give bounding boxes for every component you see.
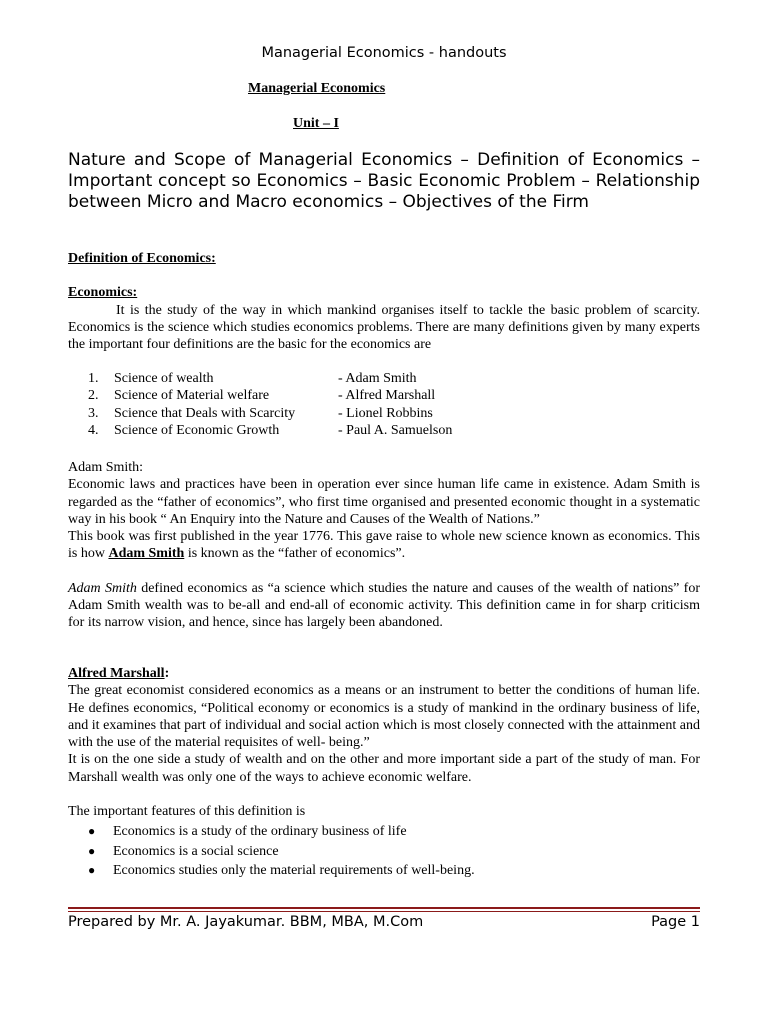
bullet-icon: ●: [88, 824, 96, 838]
footer-rule: [68, 907, 700, 909]
list-item: ● Economics is a social science: [88, 842, 475, 862]
list-item: ● Economics studies only the material requirements of well-being.: [88, 861, 475, 881]
alfred-marshall-paragraph-2: It is on the one side a study of wealth and on the other and more important side a part of the study of man. For Marshall wealth was only one of the ways to achieve economic welfare.: [68, 752, 700, 785]
definition-section-heading: Definition of Economics:: [68, 251, 216, 266]
definition-list: [88, 370, 488, 440]
footer-rule-thin: [68, 911, 700, 912]
adam-smith-paragraph-3: Adam Smith defined economics as “a science which studies the nature and causes of the wealth of nations” for Adam Smith wealth was to be-all and end-all of economic activity. This definition came in for sharp criticism for its narrow vision, and hence, since has largely been abandoned.: [68, 580, 700, 631]
adam-smith-paragraph-2: This book was first published in the year 1776. This gave raise to whole new science known as economics. This is how Adam Smith is known as the “father of economics”.: [68, 529, 700, 562]
footer-author: Prepared by Mr. A. Jayakumar. BBM, MBA, M.Com: [68, 914, 424, 930]
page-number: Page 1: [651, 914, 700, 930]
unit-title: Unit – I: [293, 116, 339, 131]
adam-smith-section: [68, 459, 700, 632]
bullet-icon: ●: [88, 863, 96, 877]
economics-paragraph: It is the study of the way in which mankind organises itself to tackle the basic problem of scarcity. Economics is the science which studies economics problems. There are many definitions given by many experts the important four definitions are the basic for the economics are: [68, 302, 700, 353]
economics-label: Economics:: [68, 285, 138, 301]
unit-heading: Nature and Scope of Managerial Economics – Definition of Economics – Important concept so Economics – Basic Economic Problem – Relationship between Micro and Macro economics – Objectives of the Firm: [68, 150, 700, 212]
definition-row: 4. Science of Economic Growth - Paul A. Samuelson: [88, 423, 453, 439]
adam-smith-paragraph-1: Economic laws and practices have been in operation ever since human life came in existence. Adam Smith is regarded as the “father of economics”, who first time organised and presented economic thought in a systematic way in his book “ An Enquiry into the Nature and Causes of the Wealth of Nations.”: [68, 477, 700, 527]
list-item: ● Economics is a study of the ordinary business of life: [88, 822, 475, 842]
adam-smith-label: Adam Smith:: [68, 460, 144, 475]
features-intro: The important features of this definition is: [68, 804, 306, 820]
definition-row: 3. Science that Deals with Scarcity - Lionel Robbins: [88, 405, 433, 421]
document-title: Managerial Economics: [248, 81, 386, 96]
alfred-marshall-paragraph-1: The great economist considered economics as a means or an instrument to better the conditions of human life. He defines economics, “Political economy or economics is a study of mankind in the ordinary business of life, and it examines that part of individual and social action which is most closely connected with the attainment and with the use of the material requisites of well- being.”: [68, 683, 700, 751]
definition-row: 1. Science of wealth - Adam Smith: [88, 371, 417, 386]
economics-intro: [68, 250, 700, 353]
definition-row: 2. Science of Material welfare - Alfred Marshall: [88, 388, 436, 404]
alfred-marshall-label: Alfred Marshall: [68, 666, 165, 681]
page-header: Managerial Economics - handouts: [261, 45, 507, 61]
alfred-marshall-section: Alfred Marshall: The great economist considered economics as a means or an instrument to better the conditions of human life. He defines economics, “Political economy or economics is a study of mankind in the ordinary business of life, and it examines that part of individual and social action which is most closely connected with the attainment and with the use of the material requisites of well- being.” It is on the one side a study of wealth and on the other and more important side a part of the study of man. For Marshall wealth was only one of the ways to achieve economic welfare. The important features of this definition is: [68, 666, 700, 820]
features-list: [88, 822, 475, 881]
bullet-icon: ●: [88, 843, 96, 858]
adam-smith-bold: Adam Smith: [108, 546, 185, 562]
